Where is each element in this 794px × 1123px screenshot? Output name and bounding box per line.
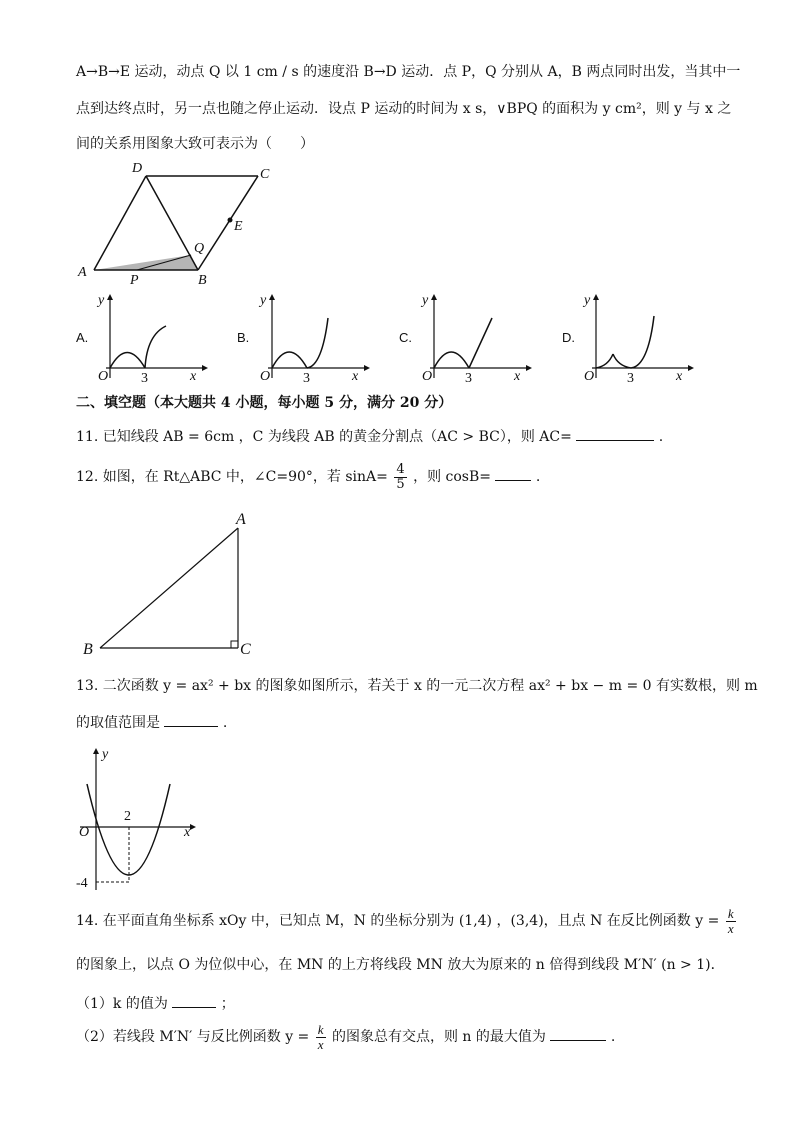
label-p: P: [130, 273, 139, 288]
q14-sub1-end: ；: [220, 996, 235, 1012]
q14-sub2-answer-blank[interactable]: [550, 1026, 606, 1041]
q11-answer-blank[interactable]: [576, 426, 654, 441]
q14-line1-text: 14. 在平面直角坐标系 xOy 中，已知点 M，N 的坐标分别为 (1,4) ，(3,4)，且点 N 在反比例函数 y =: [76, 913, 720, 929]
q11-text: 11. 已知线段 AB = 6cm ，C 为线段 AB 的黄金分割点（AC > BC），则 AC=: [76, 429, 572, 445]
option-b-origin: O: [260, 369, 271, 384]
option-b-graph[interactable]: [258, 290, 368, 386]
q14-sub1: [76, 993, 235, 1014]
q12: [76, 462, 540, 492]
label-a: A: [236, 511, 246, 528]
q14-sub2: [76, 1022, 615, 1052]
option-d-tick: 3: [627, 371, 634, 386]
label-a: A: [78, 265, 87, 280]
q13-end: .: [222, 715, 228, 731]
q14-sub2-text: （2）若线段 M′N′ 与反比例函数 y =: [76, 1029, 310, 1045]
right-angle-mark: [231, 641, 238, 648]
q12-frac-den: 5: [396, 476, 405, 492]
option-d-origin: O: [584, 369, 595, 384]
option-b-label[interactable]: B.: [237, 330, 250, 345]
q14-sub2-text-after: 的图象总有交点，则 n 的最大值为: [331, 1029, 546, 1045]
q12-triangle-figure: [80, 508, 270, 658]
tick-y-neg4: -4: [76, 876, 88, 891]
option-a-origin: O: [98, 369, 109, 384]
q11: [76, 426, 663, 447]
q14-sub1-text: （1）k 的值为: [76, 996, 168, 1012]
q14-sub2-frac-num: k: [317, 1021, 324, 1037]
q14-frac-den: x: [727, 920, 734, 936]
option-a-label[interactable]: A.: [76, 330, 89, 345]
option-c-graph[interactable]: [420, 290, 530, 386]
q11-end: .: [658, 429, 664, 445]
option-a-tick: 3: [141, 371, 148, 386]
label-c: C: [260, 167, 270, 182]
option-b-y-label: y: [260, 293, 267, 308]
q14-line2: 的图象上，以点 O 为位似中心，在 MN 的上方将线段 MN 放大为原来的 n 倍得到线段 M′N′ (n > 1)．: [76, 957, 725, 973]
label-b: B: [198, 273, 207, 288]
q10-line3: 间的关系用图象大致可表示为（ ）: [76, 136, 314, 152]
q12-text-before: 12. 如图，在 Rt△ABC 中，∠C=90°，若 sinA=: [76, 469, 388, 485]
option-d-graph[interactable]: [582, 290, 692, 386]
q14-sub2-frac-den: x: [317, 1036, 324, 1052]
q12-text-after: ，则 cosB=: [413, 469, 492, 485]
q12-end: .: [535, 469, 541, 485]
option-b-tick: 3: [303, 371, 310, 386]
label-c: C: [240, 641, 251, 658]
q13-answer-blank[interactable]: [164, 712, 218, 727]
point-e: [228, 218, 233, 223]
label-d: D: [132, 161, 143, 176]
q12-fraction: [394, 463, 406, 492]
label-q: Q: [194, 241, 205, 256]
q14-frac-num: k: [727, 905, 734, 921]
y-axis-label: y: [102, 747, 109, 762]
q13-line1: 13. 二次函数 y = ax² + bx 的图象如图所示，若关于 x 的一元二次方程 ax² + bx − m = 0 有实数根，则 m: [76, 678, 758, 694]
q13-parabola-figure: [74, 744, 204, 892]
label-b: B: [83, 641, 93, 658]
tick-x-2: 2: [124, 809, 131, 824]
option-d-y-label: y: [584, 293, 591, 308]
q12-answer-blank[interactable]: [495, 466, 531, 481]
q10-parallelogram-figure: [70, 160, 290, 290]
label-e: E: [234, 219, 243, 234]
option-b-x-label: x: [352, 369, 359, 384]
option-a-y-label: y: [98, 293, 105, 308]
q14-fraction: [726, 907, 736, 936]
option-c-origin: O: [422, 369, 433, 384]
option-c-x-label: x: [514, 369, 521, 384]
q12-frac-num: 4: [396, 461, 405, 477]
section-heading: 二、填空题（本大题共 4 小题，每小题 5 分，满分 20 分）: [76, 395, 453, 411]
q10-line2: 点到达终点时，另一点也随之停止运动．设点 P 运动的时间为 x s，∨BPQ 的面积为 y cm²，则 y 与 x 之: [76, 101, 732, 117]
q13-line2: [76, 712, 227, 733]
x-axis-label: x: [184, 825, 191, 840]
option-a-x-label: x: [190, 369, 197, 384]
q14-sub2-fraction: [316, 1023, 326, 1052]
option-c-tick: 3: [465, 371, 472, 386]
q14-sub2-end: .: [610, 1029, 616, 1045]
option-a-graph[interactable]: [96, 290, 206, 386]
option-c-y-label: y: [422, 293, 429, 308]
q13-line2-text: 的取值范围是: [76, 715, 160, 731]
origin-label: O: [79, 825, 90, 840]
option-d-x-label: x: [676, 369, 683, 384]
q14-line1: [76, 906, 738, 936]
q10-line1: A→B→E 运动，动点 Q 以 1 cm / s 的速度沿 B→D 运动．点 P，Q 分别从 A，B 两点同时出发，当其中一: [76, 64, 741, 80]
option-c-label[interactable]: C.: [399, 330, 412, 345]
q14-sub1-answer-blank[interactable]: [172, 993, 216, 1008]
option-d-label[interactable]: D.: [562, 330, 575, 345]
